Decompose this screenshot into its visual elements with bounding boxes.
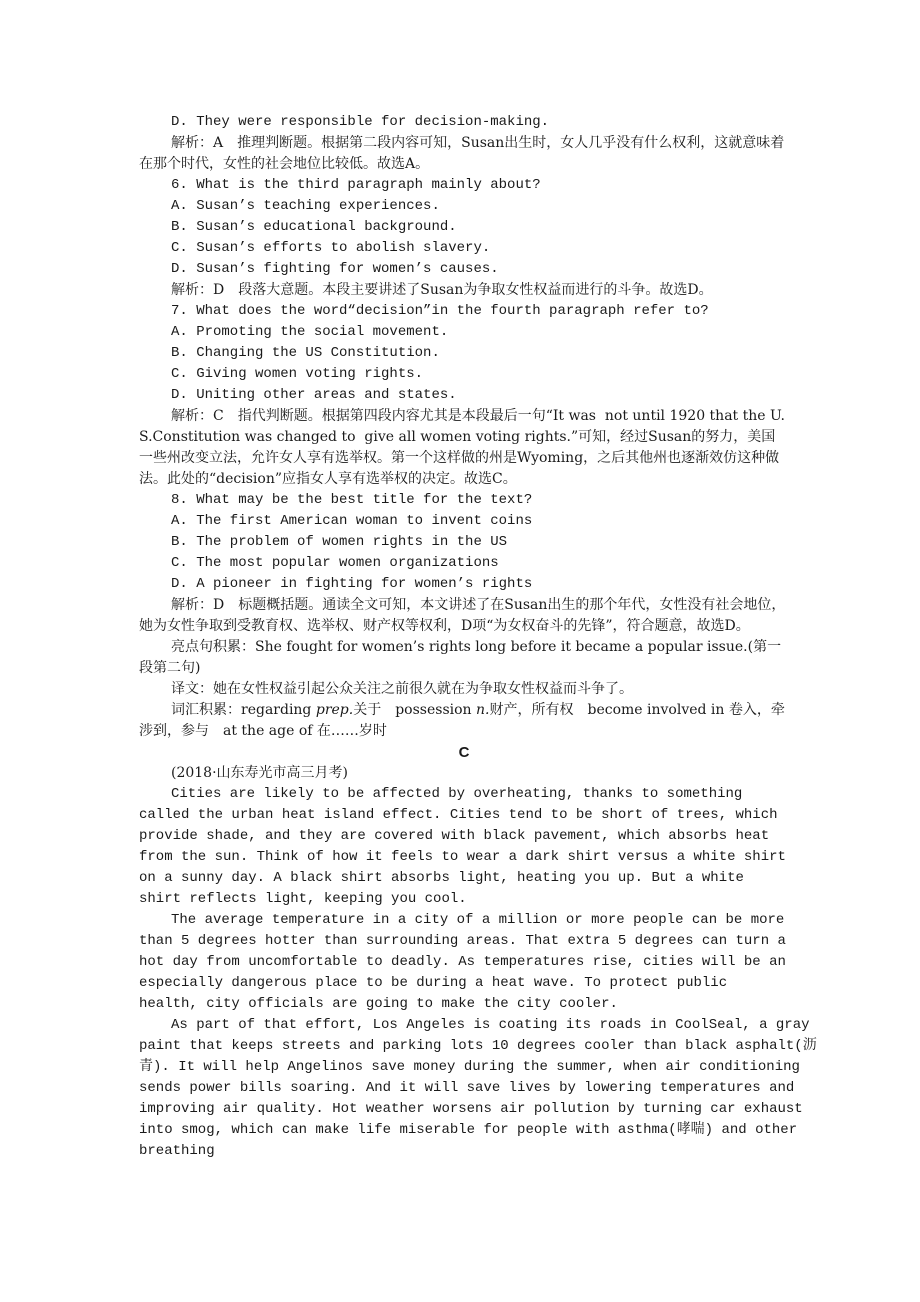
q6-question: 6. What is the third paragraph mainly about? [171,177,541,193]
q6-option-d: D. Susan’s fighting for women’s causes. [171,261,499,277]
highlight-sentence: 亮点句积累：She fought for women’s rights long before it became a popular issue.(第一段第二句) [139,639,782,676]
vocab-rest: 财产，所有权 become involved in 卷入，牵涉到，参与 at the age of 在……岁时 [139,702,785,739]
section-heading: C [458,744,470,761]
q8-option-b: B. The problem of women rights in the US [171,534,508,550]
q6-option-a: A. Susan’s teaching experiences. [171,198,440,214]
q8-question: 8. What may be the best title for the text? [171,492,533,508]
passage-paragraph-3: As part of that effort, Los Angeles is coating its roads in CoolSeal, a gray paint that keeps streets and parking lots 10 degrees cooler than black asphalt(沥青). It will help Angelinos save money during the summer, when air conditioning sends power bills soaring. And it will save lives by lowering temperatures and improving air quality. Hot weather worsens air pollution by turning car exhaust into smog, which can make life miserable for people with asthma(哮喘) and other breathing [139,1017,818,1159]
passage-source: (2018·山东寿光市高三月考) [171,765,349,781]
q5-analysis: 解析：A 推理判断题。根据第二段内容可知，Susan出生时，女人几乎没有什么权利，这就意味着在那个时代，女性的社会地位比较低。故选A。 [139,135,785,172]
q5-option-d: D. They were responsible for decision-making. [171,114,550,130]
vocab-pos-noun: n. [476,702,490,718]
vocab-prefix: 词汇积累：regarding [171,702,316,718]
q7-analysis: 解析：C 指代判断题。根据第四段内容尤其是本段最后一句“It was not until 1920 that the U. S.Constitution was changed to give all women voting rights.”可知，经过Susan的努力，美国一些州改变立法，允许女人享有选举权。第一个这样做的州是Wyoming，之后其他州也逐渐效仿这种做法。此处的“decision”应指女人享有选举权的决定。故选C。 [139,408,790,487]
q8-option-d: D. A pioneer in fighting for women’s rights [171,576,533,592]
vocabulary-line [139,700,789,742]
document-page [139,112,818,1162]
q7-option-a: A. Promoting the social movement. [171,324,449,340]
passage-paragraph-1: Cities are likely to be affected by overheating, thanks to something called the urban heat island effect. Cities tend to be short of trees, which provide shade, and they are covered with black pavement, which absorbs heat from the sun. Think of how it feels to wear a dark shirt versus a white shirt on a sunny day. A black shirt absorbs light, heating you up. But a white shirt reflects light, keeping you cool. [139,786,795,907]
q7-option-d: D. Uniting other areas and states. [171,387,457,403]
q7-question: 7. What does the word“decision”in the fourth paragraph refer to? [171,303,709,319]
q8-option-c: C. The most popular women organizations [171,555,499,571]
q7-option-b: B. Changing the US Constitution. [171,345,440,361]
highlight-translation: 译文：她在女性权益引起公众关注之前很久就在为争取女性权益而斗争了。 [171,681,633,697]
q8-analysis: 解析：D 标题概括题。通读全文可知，本文讲述了在Susan出生的那个年代，女性没有社会地位，她为女性争取到受教育权、选举权、财产权等权利，D项“为女权奋斗的先锋”，符合题意，故选D。 [139,597,786,634]
q7-option-c: C. Giving women voting rights. [171,366,424,382]
q6-option-b: B. Susan’s educational background. [171,219,457,235]
q6-option-c: C. Susan’s efforts to abolish slavery. [171,240,491,256]
q6-analysis: 解析：D 段落大意题。本段主要讲述了Susan为争取女性权益而进行的斗争。故选D。 [171,282,713,298]
passage-paragraph-2: The average temperature in a city of a million or more people can be more than 5 degrees hotter than surrounding areas. That extra 5 degrees can turn a hot day from uncomfortable to deadly. As temperatures rise, cities will be an especially dangerous place to be during a heat wave. To protect public health, city officials are going to make the city cooler. [139,912,795,1012]
vocab-mid: 关于 possession [353,702,477,718]
vocab-pos-prep: prep. [315,702,354,718]
q8-option-a: A. The first American woman to invent coins [171,513,533,529]
